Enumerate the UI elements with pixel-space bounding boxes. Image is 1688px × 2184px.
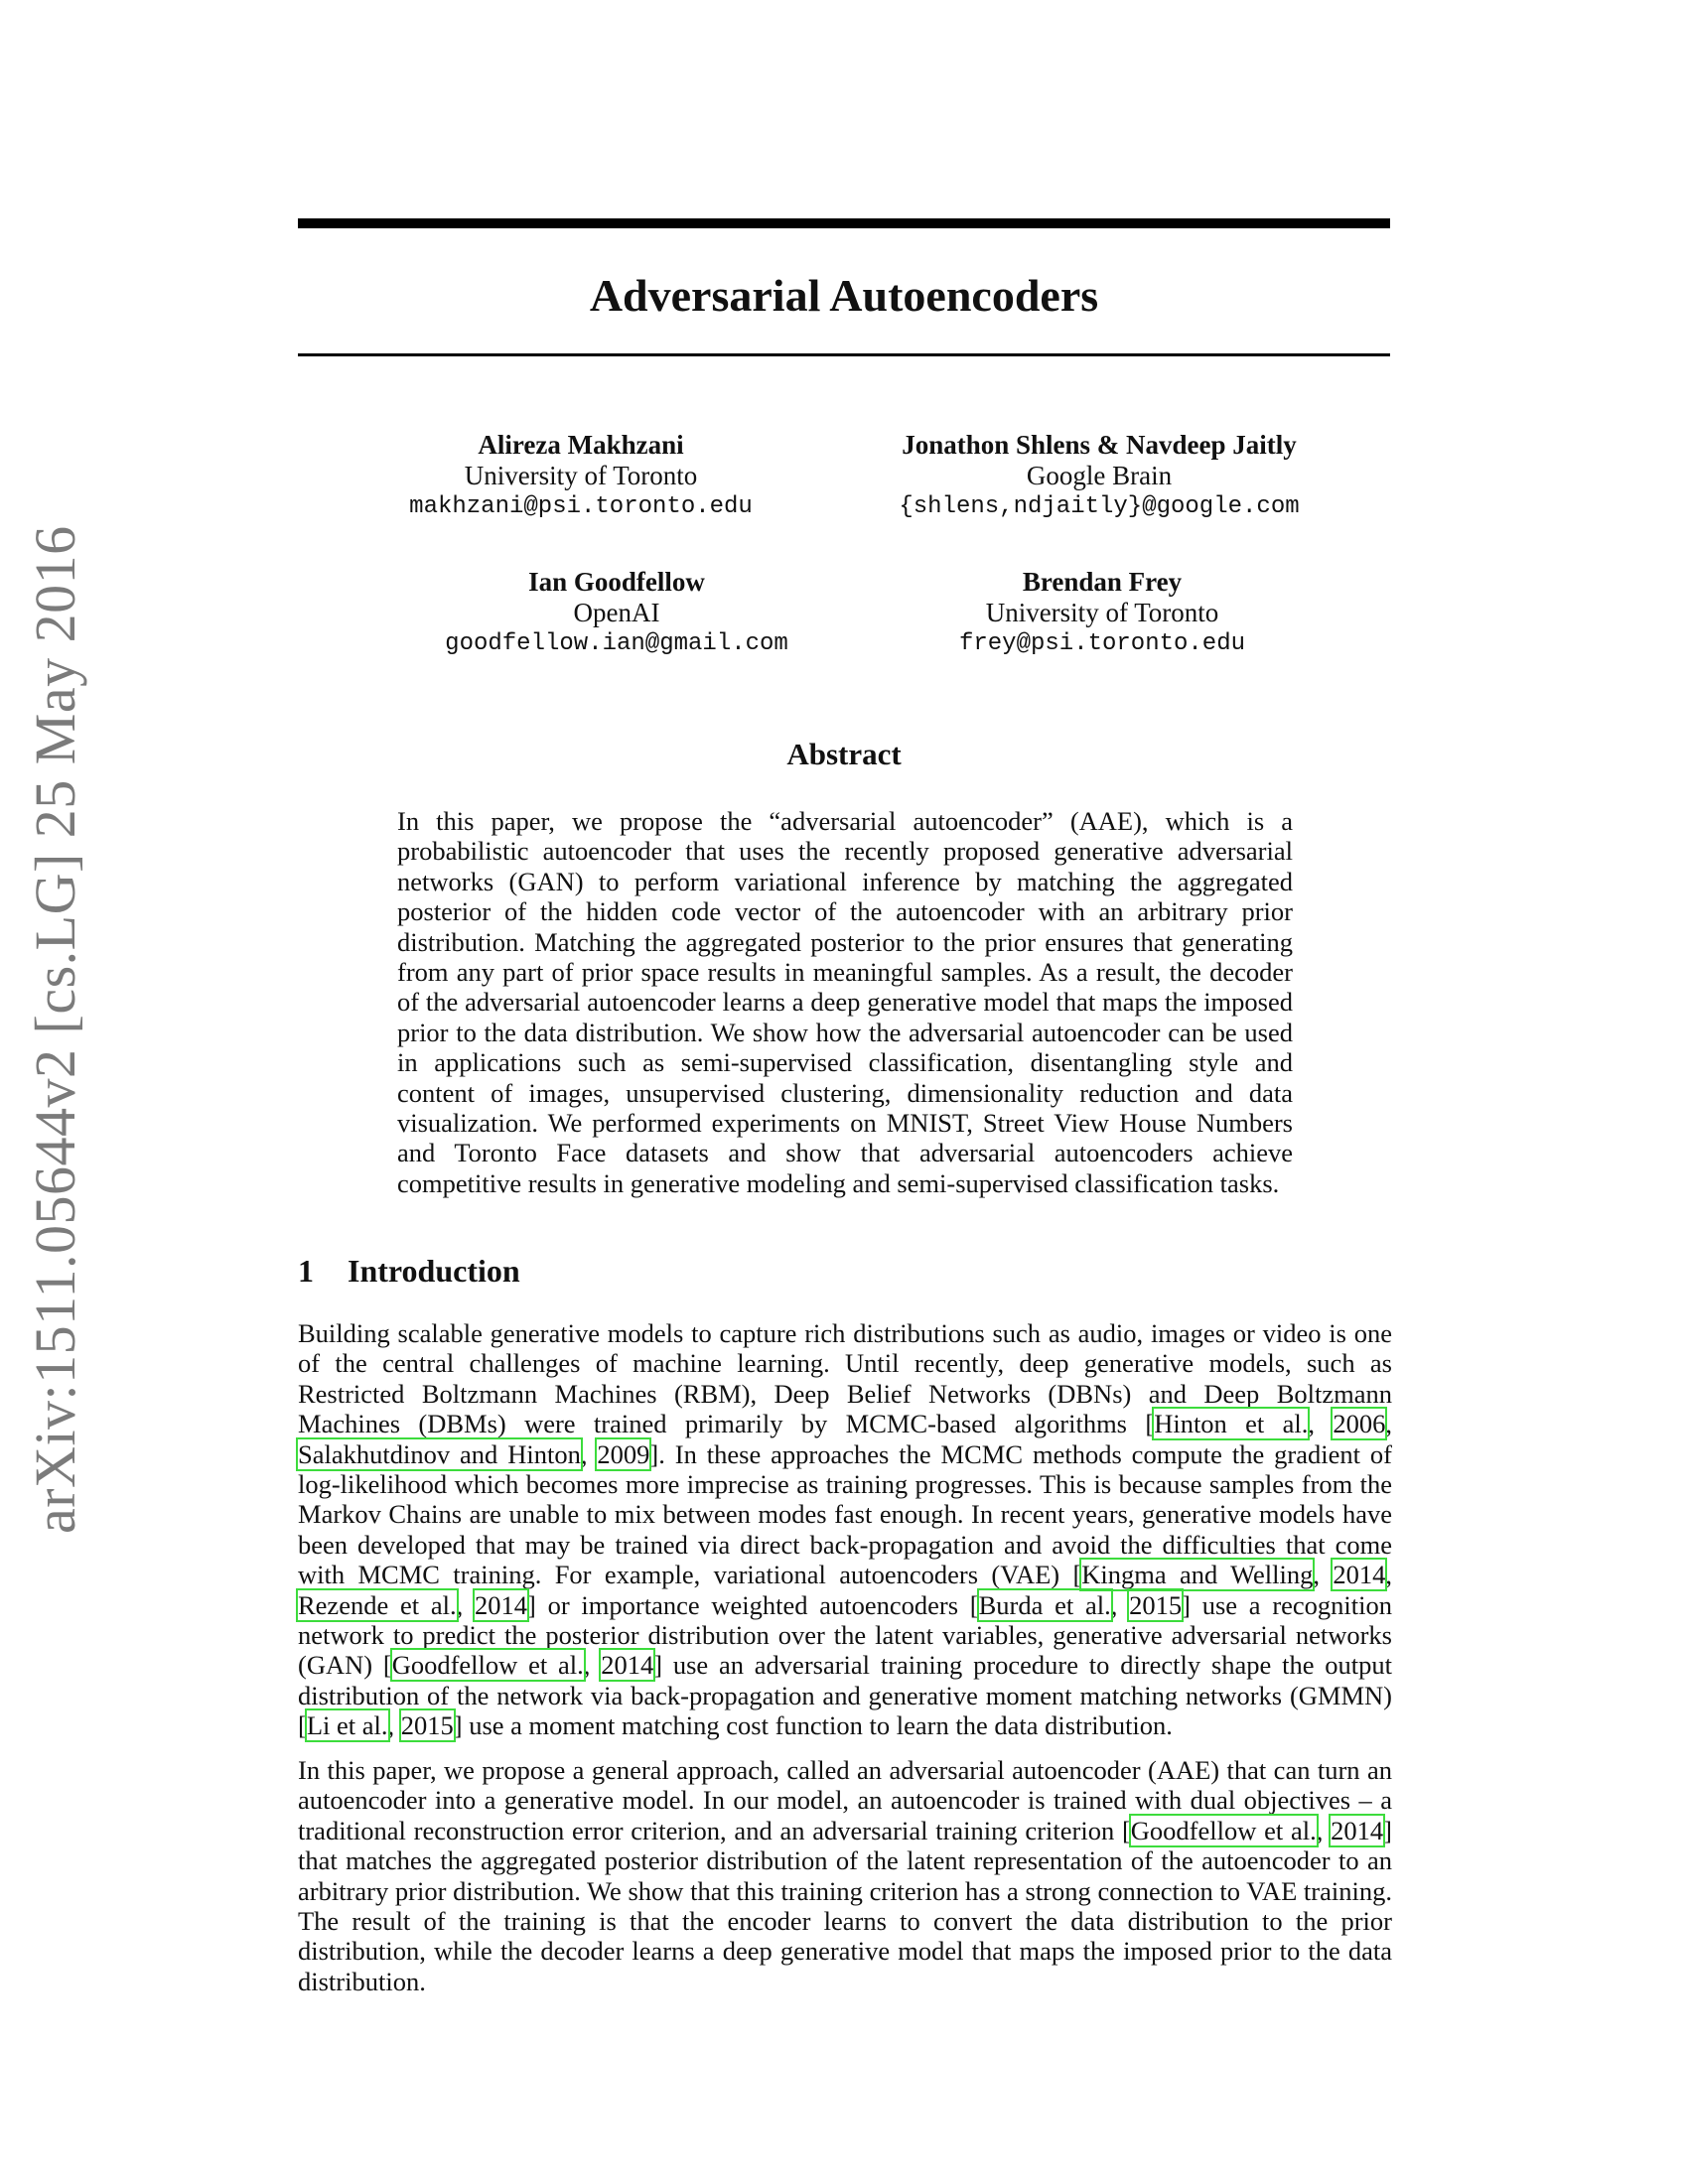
author-name: Jonathon Shlens & Navdeep Jaitly xyxy=(902,430,1297,460)
citation-link[interactable]: 2009 xyxy=(597,1438,650,1469)
citation-separator: , xyxy=(1308,1409,1334,1439)
author-affiliation: OpenAI xyxy=(573,598,660,627)
author-name: Alireza Makhzani xyxy=(478,430,684,460)
citation-separator: , xyxy=(580,1438,598,1469)
author-email[interactable]: {shlens,ndjaitly}@google.com xyxy=(899,493,1300,520)
intro-paragraph xyxy=(298,1755,1392,1996)
title-rule-top xyxy=(298,218,1390,228)
author-block xyxy=(871,430,1328,522)
paragraph-text: Building scalable generative models to capture rich distributions such as audio, images or video is one of the central challenges of machine learning. Until recently, deep generative models, such as Restricted Boltzmann Machines (RBM), Deep Belief Networks (DBNs) and Deep Boltzmann Machines (DBMs) were trained primarily by MCMC-based algorithms [ xyxy=(298,1318,1392,1439)
citation-link[interactable]: 2014 xyxy=(1331,1815,1384,1845)
citation-separator: , xyxy=(1385,1409,1392,1439)
author-affiliation: University of Toronto xyxy=(985,598,1219,627)
paragraph-text: ] or importance weighted autoencoders [ xyxy=(527,1589,979,1620)
citation-link[interactable]: Salakhutdinov and Hinton xyxy=(298,1438,581,1469)
paragraph-text: ] use an adversarial training procedure to directly shape the output distribution of the network via back-propagation and generative moment matching networks (GMMN) [ xyxy=(298,1650,1393,1741)
author-block xyxy=(352,430,809,522)
intro-paragraph xyxy=(298,1318,1392,1741)
paragraph-text: In this paper, we propose a general approach, called an adversarial autoencoder (AAE) that can turn an autoencoder into a generative model. In our model, an autoencoder is trained with dual objectives – a traditional reconstruction error criterion, and an adversarial training criterion [ xyxy=(298,1755,1392,1845)
paragraph-text: ] use a recognition network to predict the posterior distribution over the latent variables, generative adversarial networks (GAN) [ xyxy=(298,1589,1393,1681)
citation-separator: , xyxy=(456,1589,475,1620)
author-email[interactable]: makhzani@psi.toronto.edu xyxy=(409,493,753,520)
citation-separator: , xyxy=(1316,1815,1332,1845)
author-name: Brendan Frey xyxy=(1022,567,1183,597)
citation-separator: , xyxy=(1385,1560,1393,1590)
citation-link[interactable]: Hinton et al. xyxy=(1154,1409,1309,1439)
arxiv-identifier-stamp: arXiv:1511.05644v2 [cs.LG] 25 May 2016 xyxy=(23,525,87,1534)
abstract-text: In this paper, we propose the “adversarial autoencoder” (AAE), which is a probabilistic autoencoder that uses the recently proposed generative adversarial networks (GAN) to perform variational inference by matching the aggregated posterior of the hidden code vector of the autoencoder with an arbitrary prior distribution. Matching the aggregated posterior to the prior ensures that generating from any part of prior space results in meaningful samples. As a result, the decoder of the adversarial autoencoder learns a deep generative model that maps the imposed prior to the data distribution. We show how the adversarial autoencoder can be used in applications such as semi-supervised classification, disentangling style and content of images, unsupervised clustering, dimensionality reduction and data visualization. We performed experiments on MNIST, Street View House Numbers and Toronto Face datasets and show that adversarial autoencoders achieve competitive results in generative modeling and semi-supervised classification tasks. xyxy=(397,806,1293,1198)
citation-separator: , xyxy=(1313,1560,1334,1590)
title-rule-bottom xyxy=(298,353,1390,356)
author-email[interactable]: goodfellow.ian@gmail.com xyxy=(445,630,788,657)
paragraph-text: ]. In these approaches the MCMC methods compute the gradient of log-likelihood which becomes more imprecise as training progresses. This is because samples from the Markov Chains are unable to mix between modes fast enough. In recent years, generative models have been developed that may be trained via direct back-propagation and avoid the difficulties that come with MCMC training. For example, variational autoencoders (VAE) [ xyxy=(298,1438,1392,1590)
author-affiliation: Google Brain xyxy=(1026,461,1173,490)
citation-link[interactable]: 2014 xyxy=(601,1650,654,1681)
author-affiliation: University of Toronto xyxy=(464,461,698,490)
citation-link[interactable]: Goodfellow et al. xyxy=(391,1650,584,1681)
section-title: Introduction xyxy=(348,1253,520,1289)
citation-separator: , xyxy=(387,1710,401,1741)
paper-title: Adversarial Autoencoders xyxy=(589,270,1099,321)
citation-link[interactable]: 2015 xyxy=(1129,1589,1183,1620)
citation-link[interactable]: Li et al. xyxy=(306,1710,388,1741)
author-email[interactable]: frey@psi.toronto.edu xyxy=(958,630,1246,657)
paragraph-text: ] that matches the aggregated posterior distribution of the latent representation of the autoencoder to an arbitrary prior distribution. We show that this training criterion has a strong connection to VAE training. The result of the training is that the encoder learns to convert the data distribution to the prior distribution, while the decoder learns a deep generative model that maps the imposed prior to the data distribution. xyxy=(298,1815,1392,1996)
author-block xyxy=(388,567,845,659)
citation-link[interactable]: 2014 xyxy=(475,1589,527,1620)
citation-separator: , xyxy=(1110,1589,1130,1620)
author-name: Ian Goodfellow xyxy=(528,567,705,597)
citation-link[interactable]: 2015 xyxy=(400,1710,454,1741)
paragraph-text: ] use a moment matching cost function to learn the data distribution. xyxy=(453,1710,1173,1741)
abstract-heading: Abstract xyxy=(786,737,902,771)
citation-link[interactable]: Burda et al. xyxy=(978,1589,1111,1620)
section-number: 1 xyxy=(298,1253,314,1289)
author-block xyxy=(874,567,1331,659)
citation-separator: , xyxy=(583,1650,602,1681)
citation-link[interactable]: Kingma and Welling xyxy=(1081,1560,1314,1590)
citation-link[interactable]: 2014 xyxy=(1333,1560,1386,1590)
section-heading xyxy=(298,1253,520,1290)
citation-link[interactable]: 2006 xyxy=(1333,1409,1386,1439)
citation-link[interactable]: Rezende et al. xyxy=(298,1589,457,1620)
citation-link[interactable]: Goodfellow et al. xyxy=(1130,1815,1317,1845)
